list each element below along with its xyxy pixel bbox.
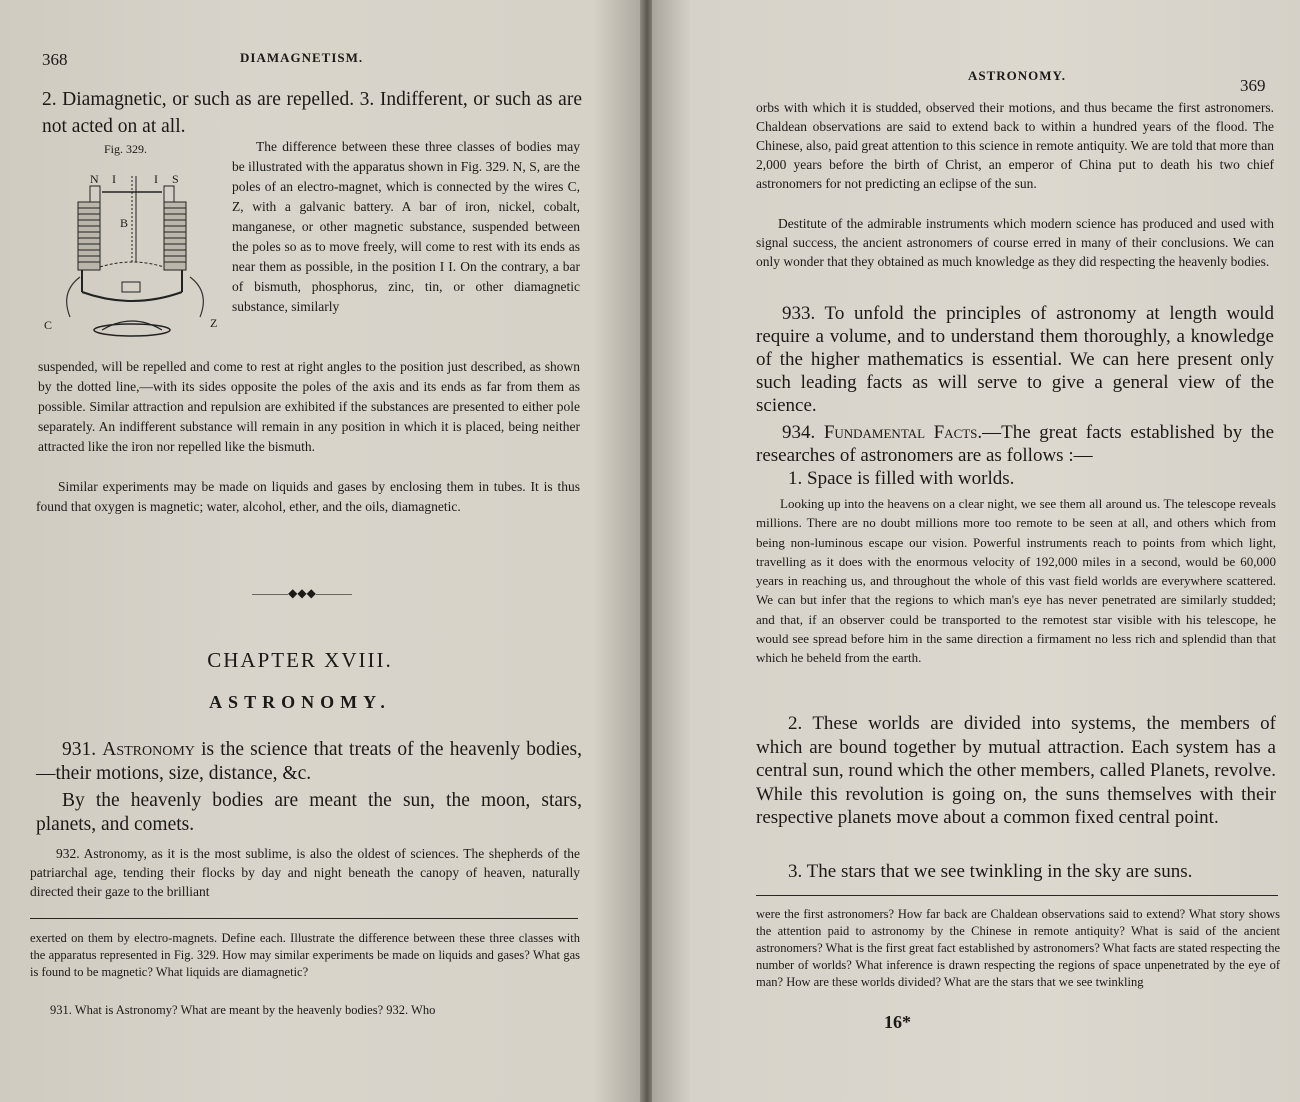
paragraph-932: 932. Astronomy, as it is the most sublime, is also the oldest of sciences. The shepherds of the patriarchal age, tending their flocks by day and night beneath the canopy of heaven, naturally directed their gaze to the brilliant: [30, 846, 580, 899]
left-page: [0, 0, 645, 1102]
paragraph-looking-up: Looking up into the heavens on a clear night, we see them all around us. The telescope reveals millions. There are no doubt millions more too remote to be seen at all, and others which from being non-luminous escape our vision. Powerful instruments reach to points from which light, travelling as it does with the enormous velocity of 192,000 miles in a second, would be 60,000 years in reaching us, and throughout the whole of this vast field worlds are everywhere scattered. We can but infer that the regions to which man's eye has never penetrated are similarly studded; and that, if an observer could be transported to the remotest star visible with his telescope, he would see spread before him in the same direction a firmament no less rich and splendid than that which he beheld from the earth.: [756, 496, 1276, 666]
section-ornament: ———◆◆◆———: [252, 586, 352, 600]
footnote-left-2: 931. What is Astronomy? What are meant by the heavenly bodies? 932. Who: [50, 1003, 436, 1017]
chapter-heading: CHAPTER XVIII.: [207, 648, 393, 672]
footnote-rule-left: [30, 918, 578, 919]
footnote-rule-right: [756, 895, 1278, 896]
fact-1: 1. Space is filled with worlds.: [788, 468, 1015, 489]
paragraph-difference-continued: suspended, will be repelled and come to rest at right angles to the position just described, as shown by the dotted line,—with its sides opposite the poles of the axis and its ends as far from them as possible. Similar attraction and repulsion are exhibited if the substances are presented to either pole separately. An indifferent substance will remain in any position in which it is placed, being neither attracted like the iron nor repelled like the bismuth.: [38, 359, 580, 454]
signature-mark: 16*: [884, 1012, 911, 1032]
figure-letter-n: N: [90, 172, 99, 186]
footnote-left-1: exerted on them by electro-magnets. Define each. Illustrate the difference between these three classes with the apparatus represented in Fig. 329. How may similar experiments be made on liquids and gases? What gas is found to be magnetic? What liquids are diamagnetic?: [30, 931, 580, 979]
paragraph-931: [36, 738, 582, 786]
paragraph-difference: The difference between these three classes of bodies may be illustrated with the apparatus shown in Fig. 329. N, S, are the poles of an electro-magnet, which is connected by the wires C, Z, with a galvanic battery. A bar of iron, nickel, cobalt, manganese, or other magnetic substance, suspended between the poles so as to move freely, will come to rest with its ends as near them as possible, in the position I I. On the contrary, a bar of bismuth, phosphorus, zinc, tin, or other diamagnetic substance, similarly: [232, 139, 580, 314]
term-astronomy: Astronomy: [102, 739, 195, 760]
page-number-right: 369: [1240, 76, 1266, 95]
paragraph-933: 933. To unfold the principles of astronomy at length would require a volume, and to understand them thoroughly, a knowledge of the higher mathematics is essential. We can here present only such leading facts as will serve to give a general view of the science.: [756, 303, 1274, 416]
figure-caption: Fig. 329.: [104, 142, 148, 156]
paragraph-934: [756, 421, 1274, 467]
figure-letter-i1: I: [112, 172, 116, 186]
term-fundamental-facts: Fundamental Facts.: [823, 422, 983, 443]
paragraph-experiments: Similar experiments may be made on liquids and gases by enclosing them in tubes. It is thus found that oxygen is magnetic; water, alcohol, ether, and the oils, diamagnetic.: [36, 479, 580, 514]
figure-letter-c: C: [44, 318, 53, 332]
paragraph-destitute: Destitute of the admirable instruments which modern science has produced and used with signal success, the ancient astronomers of course erred in many of their conclusions. We can only wonder that they obtained as much knowledge as they did respecting the heavenly bodies.: [756, 216, 1274, 269]
figure-letter-s: S: [172, 172, 179, 186]
running-head-left: DIAMAGNETISM.: [240, 50, 364, 65]
paragraph-934-number: 934.: [782, 422, 816, 443]
electromagnet-illustration: [40, 142, 230, 342]
paragraph-astronomers-continued: orbs with which it is studded, observed their motions, and thus became the first astronomers. Chaldean observations are said to extend back to within a hundred years of the flood. The Chinese, also, paid great attention to this science in remote antiquity. We are told that more than 2,000 years before the birth of Christ, an emperor of China put to death his two chief astronomers for not predicting an eclipse of the sun.: [756, 100, 1274, 191]
paragraph-931-text: is the science that treats of the heavenly bodies,—their motions, size, distance, &c.: [36, 739, 583, 784]
figure-letter-z: Z: [210, 316, 218, 330]
paragraph-934-text: —The great facts established by the researches of astronomers are as follows :—: [756, 422, 1274, 466]
paragraph-classes: 2. Diamagnetic, or such as are repelled. 3. Indifferent, or such as are not acted on at all.: [42, 89, 582, 137]
chapter-title: ASTRONOMY.: [209, 692, 391, 712]
running-head-right: ASTRONOMY.: [968, 68, 1067, 83]
figure-letter-b: B: [120, 216, 129, 230]
footnote-right: were the first astronomers? How far back are Chaldean observations said to extend? What story shows the attention paid to astronomy by the Chinese in remote antiquity? What is said of the ancient astronomers? What is the first great fact established by astronomers? What facts are stated respecting the number of worlds? What inference is drawn respecting the regions of space unpenetrated by the eye of man? How are these worlds divided? What are the stars that we see twinkling: [756, 907, 1280, 989]
page-number-left: 368: [42, 50, 68, 69]
figure-letter-i2: I: [154, 172, 158, 186]
paragraph-heavenly-bodies: By the heavenly bodies are meant the sun, the moon, stars, planets, and comets.: [36, 790, 582, 835]
fact-3: 3. The stars that we see twinkling in the sky are suns.: [788, 861, 1193, 882]
right-page: [652, 0, 1300, 1102]
paragraph-931-number: 931.: [62, 739, 97, 760]
fact-2: 2. These worlds are divided into systems, the members of which are bound together by mutual attraction. Each system has a central sun, round which the other members, called Planets, revolve. While this revolution is going on, the suns themselves with their respective planets move about a common fixed central point.: [756, 713, 1276, 828]
figure-329: [40, 142, 230, 342]
